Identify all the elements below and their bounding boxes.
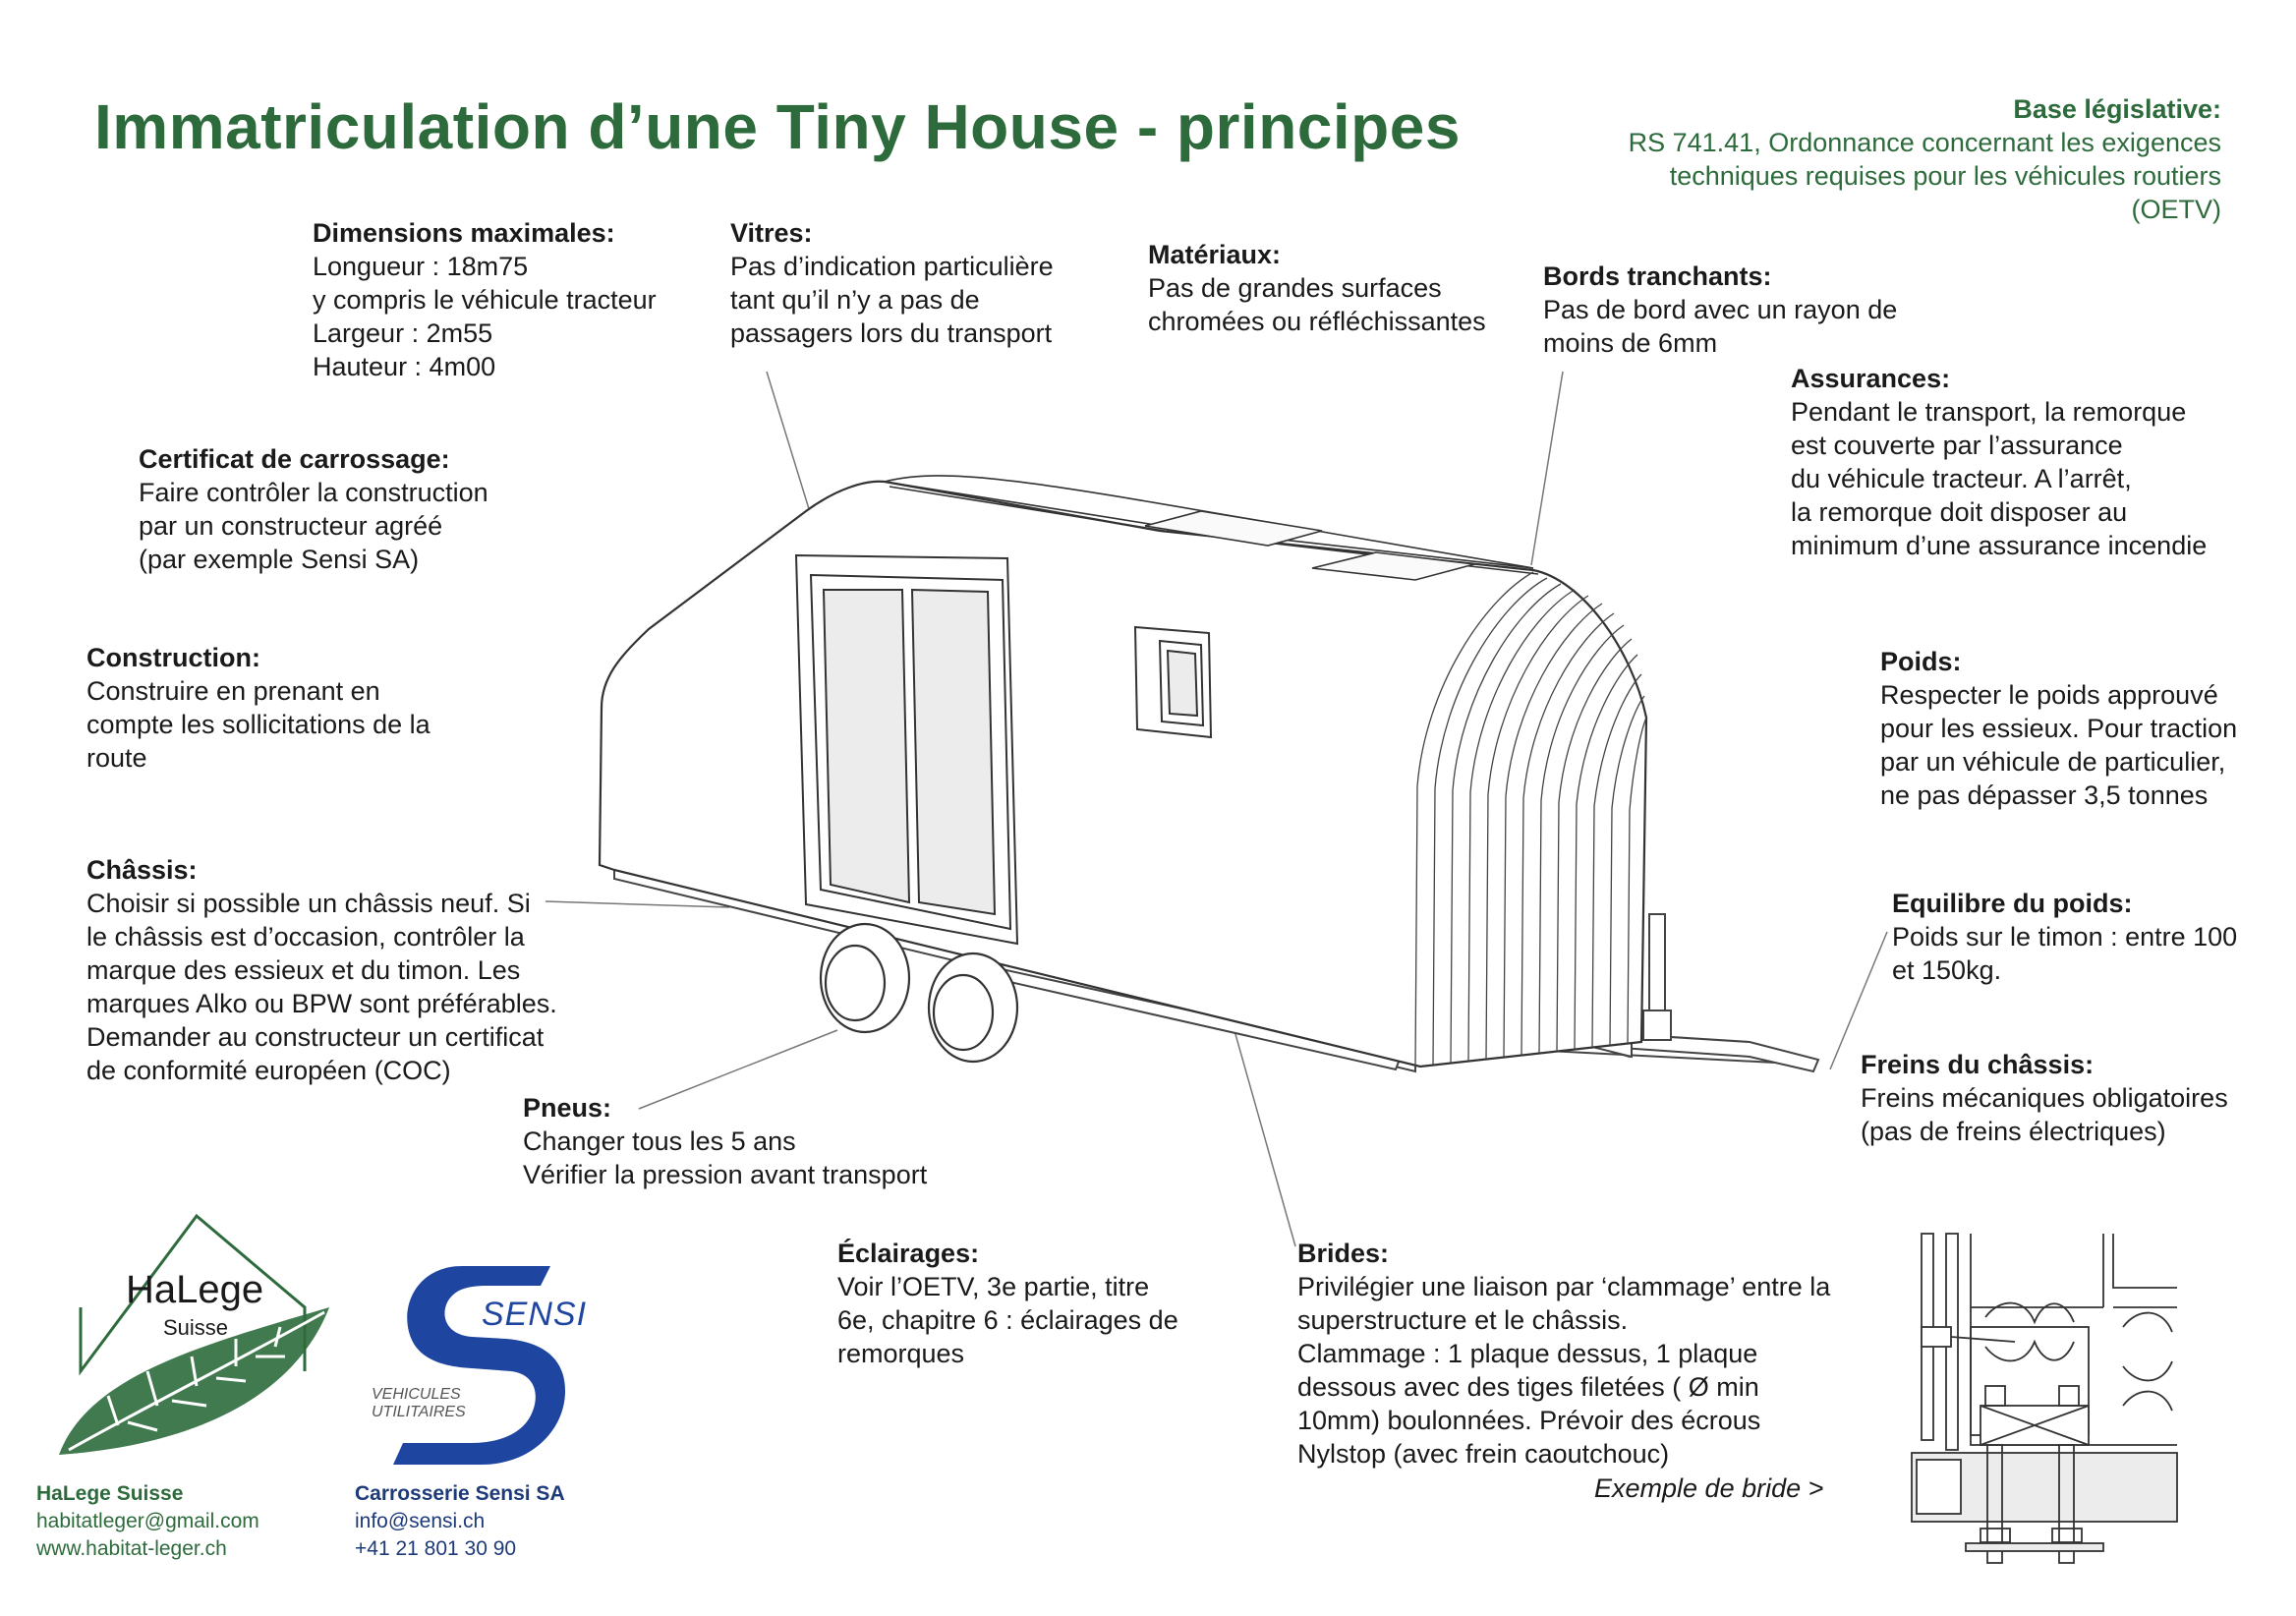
poids-line: pour les essieux. Pour traction xyxy=(1880,714,2238,743)
construction-line: Construire en prenant en xyxy=(86,676,380,706)
dimensions-line: y compris le véhicule tracteur xyxy=(313,285,657,315)
page-title: Immatriculation d’une Tiny House - principes xyxy=(94,91,1461,162)
dimensions-line: Hauteur : 4m00 xyxy=(313,352,496,381)
pneus-heading: Pneus: xyxy=(523,1093,612,1123)
vitres-block xyxy=(730,216,1054,350)
construction-line: route xyxy=(86,743,147,773)
chassis-line: marque des essieux et du timon. Les xyxy=(86,955,521,985)
freins-line: (pas de freins électriques) xyxy=(1861,1117,2166,1146)
pneus-line: Changer tous les 5 ans xyxy=(523,1126,796,1156)
construction-heading: Construction: xyxy=(86,643,260,672)
poids-line: ne pas dépasser 3,5 tonnes xyxy=(1880,780,2209,810)
footer-halege-web[interactable]: www.habitat-leger.ch xyxy=(36,1537,227,1560)
certificat-line: par un constructeur agréé xyxy=(139,511,443,541)
footer-halege-name: HaLege Suisse xyxy=(36,1482,184,1505)
equilibre-line: Poids sur le timon : entre 100 xyxy=(1892,922,2238,952)
freins-heading: Freins du châssis: xyxy=(1861,1050,2095,1079)
sensi-logo-sub1: VEHICULES xyxy=(372,1386,461,1403)
eclairages-line: Voir l’OETV, 3e partie, titre xyxy=(837,1272,1150,1301)
sensi-logo-sub xyxy=(372,1386,466,1421)
chassis-line: Choisir si possible un châssis neuf. Si xyxy=(86,889,531,918)
bords-heading: Bords tranchants: xyxy=(1543,261,1772,291)
chassis-heading: Châssis: xyxy=(86,855,198,885)
assurances-line: Pendant le transport, la remorque xyxy=(1791,397,2187,427)
bords-line: moins de 6mm xyxy=(1543,328,1718,358)
equilibre-block xyxy=(1892,887,2237,987)
construction-line: compte les sollicitations de la xyxy=(86,710,430,739)
brides-line: superstructure et le châssis. xyxy=(1297,1305,1629,1335)
pneus-line: Vérifier la pression avant transport xyxy=(523,1160,928,1189)
brides-line: 10mm) boulonnées. Prévoir des écrous xyxy=(1297,1406,1761,1435)
certificat-heading: Certificat de carrossage: xyxy=(139,444,450,474)
brides-line: dessous avec des tiges filetées ( Ø min xyxy=(1297,1372,1759,1402)
footer-sensi-name: Carrosserie Sensi SA xyxy=(355,1482,565,1505)
assurances-line: du véhicule tracteur. A l’arrêt, xyxy=(1791,464,2132,493)
construction-block xyxy=(86,641,430,775)
footer-sensi xyxy=(355,1480,565,1563)
side-window xyxy=(1135,627,1211,737)
bride-detail xyxy=(1912,1234,2177,1563)
vitres-line: tant qu’il n’y a pas de xyxy=(730,285,980,315)
assurances-line: est couverte par l’assurance xyxy=(1791,431,2123,460)
sensi-logo-name: SENSI xyxy=(482,1296,588,1333)
legal-heading: Base législative: xyxy=(2013,94,2221,124)
chassis-line: Demander au constructeur un certificat xyxy=(86,1022,545,1052)
footer-sensi-phone[interactable]: +41 21 801 30 90 xyxy=(355,1537,517,1560)
eclairages-heading: Éclairages: xyxy=(837,1239,980,1268)
assurances-block xyxy=(1791,362,2207,562)
halege-logo-name: HaLege xyxy=(126,1268,264,1311)
brides-heading: Brides: xyxy=(1297,1239,1390,1268)
assurances-line: minimum d’une assurance incendie xyxy=(1791,531,2208,560)
dimensions-line: Largeur : 2m55 xyxy=(313,318,493,348)
brides-line: Clammage : 1 plaque dessus, 1 plaque xyxy=(1297,1339,1758,1368)
poids-line: par un véhicule de particulier, xyxy=(1880,747,2226,777)
equilibre-heading: Equilibre du poids: xyxy=(1892,889,2133,918)
materiaux-block xyxy=(1148,238,1486,338)
legal-line-2: techniques requises pour les véhicules routiers xyxy=(1669,161,2221,191)
footer-halege-email[interactable]: habitatleger@gmail.com xyxy=(36,1510,259,1532)
brides-line: Nylstop (avec frein caoutchouc) xyxy=(1297,1439,1670,1469)
sensi-logo-sub2: UTILITAIRES xyxy=(372,1404,466,1420)
footer-halege xyxy=(36,1480,259,1563)
eclairages-line: 6e, chapitre 6 : éclairages de xyxy=(837,1305,1178,1335)
assurances-heading: Assurances: xyxy=(1791,364,1951,393)
dimensions-heading: Dimensions maximales: xyxy=(313,218,615,248)
certificat-line: Faire contrôler la construction xyxy=(139,478,488,507)
poids-heading: Poids: xyxy=(1880,647,1962,676)
chassis-block xyxy=(86,853,557,1087)
eclairages-block xyxy=(837,1237,1178,1370)
bride-example-caption: Exemple de bride > xyxy=(1594,1473,1824,1503)
pneus-block xyxy=(523,1091,927,1191)
brides-block xyxy=(1297,1237,1830,1471)
chassis-line: de conformité européen (COC) xyxy=(86,1056,451,1085)
legal-line-3: (OETV) xyxy=(2131,195,2221,224)
legal-line-1: RS 741.41, Ordonnance concernant les exigences xyxy=(1628,128,2221,157)
vitres-line: Pas d’indication particulière xyxy=(730,252,1054,281)
freins-line: Freins mécaniques obligatoires xyxy=(1861,1083,2228,1113)
vitres-heading: Vitres: xyxy=(730,218,813,248)
materiaux-line: chromées ou réfléchissantes xyxy=(1148,307,1486,336)
chassis-line: marques Alko ou BPW sont préférables. xyxy=(86,989,557,1018)
footer-sensi-email[interactable]: info@sensi.ch xyxy=(355,1510,486,1532)
assurances-line: la remorque doit disposer au xyxy=(1791,497,2128,527)
dimensions-block xyxy=(313,216,657,383)
certificat-line: (par exemple Sensi SA) xyxy=(139,545,420,574)
chassis-line: le châssis est d’occasion, contrôler la xyxy=(86,922,525,952)
halege-logo-sub: Suisse xyxy=(163,1315,229,1340)
poids-block xyxy=(1880,645,2237,812)
poids-line: Respecter le poids approuvé xyxy=(1880,680,2218,710)
certificat-block xyxy=(139,442,488,576)
door xyxy=(796,555,1017,944)
materiaux-line: Pas de grandes surfaces xyxy=(1148,273,1442,303)
eclairages-line: remorques xyxy=(837,1339,965,1368)
bords-block xyxy=(1543,260,1897,360)
brides-line: Privilégier une liaison par ‘clammage’ entre la xyxy=(1297,1272,1831,1301)
equilibre-line: et 150kg. xyxy=(1892,955,2002,985)
freins-block xyxy=(1861,1048,2228,1148)
dimensions-line: Longueur : 18m75 xyxy=(313,252,529,281)
vitres-line: passagers lors du transport xyxy=(730,318,1053,348)
materiaux-heading: Matériaux: xyxy=(1148,240,1282,269)
bords-line: Pas de bord avec un rayon de xyxy=(1543,295,1898,324)
